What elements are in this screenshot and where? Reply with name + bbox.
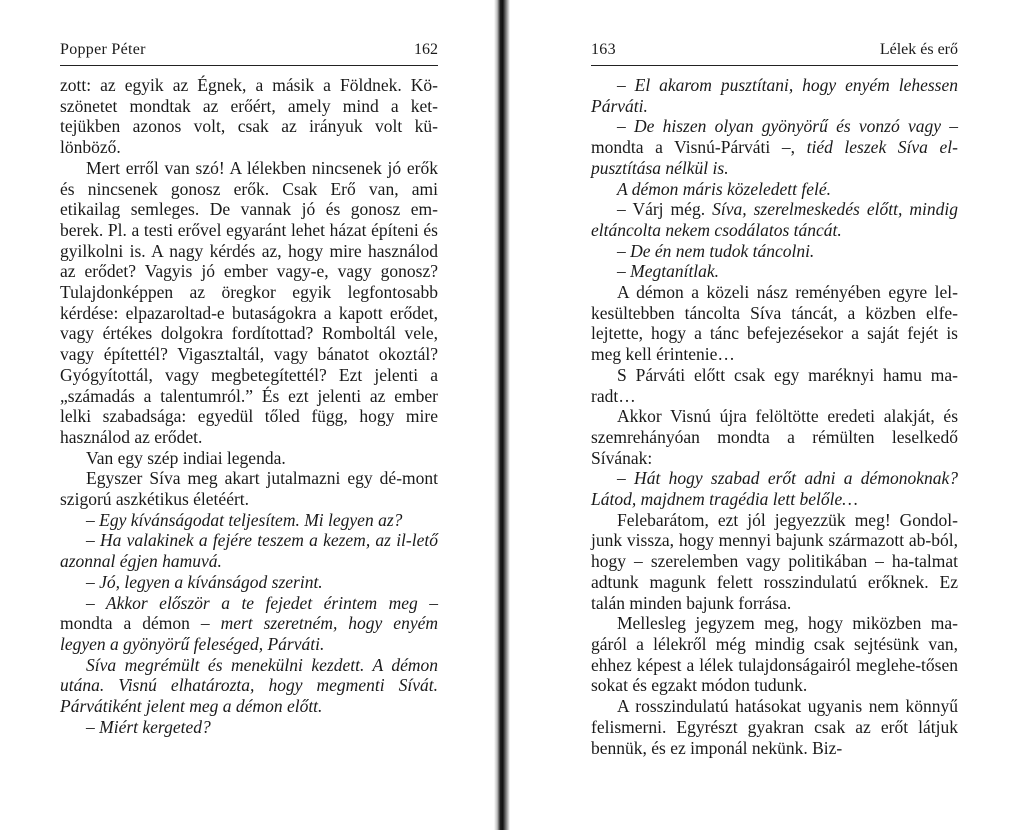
book-gutter <box>494 0 510 830</box>
paragraph: Van egy szép indiai legenda. <box>86 447 286 468</box>
dialogue-speech: – Akkor először a te fejedet érintem meg <box>86 592 418 613</box>
left-running-header <box>60 40 438 66</box>
dialogue-line: – Miért kergeted? <box>86 716 211 737</box>
dialogue-line: – Megtanítlak. <box>617 261 720 282</box>
dialogue-speech: mert szeretném, hogy enyém legyen a gyönyörű feleséged, Párváti. <box>60 613 438 654</box>
author-name: Popper Péter <box>60 41 146 58</box>
dialogue-line <box>591 116 958 178</box>
right-page-number: 163 <box>591 41 616 58</box>
dialogue-line: – Egy kívánságodat teljesítem. Mi legyen az? <box>86 509 403 530</box>
dialogue-speech: – De hiszen olyan gyönyörű és vonzó vagy <box>617 116 942 137</box>
paragraph: A rosszindulatú hatásokat ugyanis nem könnyű felismerni. Egyrészt gyakran csak az erőt látjuk bennük, és ez imponál nekünk. Biz- <box>591 696 958 758</box>
left-page <box>60 0 438 830</box>
paragraph: Mert erről van szó! A lélekben nincsenek jó erők és nincsenek gonosz erők. Csak Erő van, ami etikailag semleges. De vannak jó és gonosz em-berek. Pl. a testi erővel egyaránt lehet házat építeni és gyilkolni is. A nagy kérdés az, hogy mire használod az erődet? Vagyis jó ember vagy-e, vagy gonosz? Tulajdonképpen az öregkor egyik legfontosabb kérdése: elpazaroltad-e butaságokra a kapott erődet, vagy értékes dolgokra fordítottad? Romboltál vele, vagy építettél? Vigasztaltál, vagy bánatot okoztál? Gyógyítottál, vagy megbetegítettél? Ezt jelenti a „számadás a talentumról.” És ezt jelenti az ember lelki szabadsága: egyedül tőled függ, hogy mire használod az erődet. <box>60 157 438 447</box>
paragraph: A démon a közeli nász reményében egyre lel-kesültebben táncolta Síva táncát, a közben elfe-lejtette, hogy a tánc befejezésekor a saját fejét is meg kell érintenie… <box>591 282 958 365</box>
paragraph: Mellesleg jegyzem meg, hogy miközben ma-gáról a lélekről még mindig csak sejtésünk van, ehhez képest a lélek tulajdonságairól meglehe-tősen sokat és egzakt módon tudunk. <box>591 613 958 696</box>
left-body-text <box>60 75 438 738</box>
dialogue-line: – Hát hogy szabad erőt adni a démonoknak? Látod, majdnem tragédia lett belőle… <box>591 468 958 510</box>
paragraph: Egyszer Síva meg akart jutalmazni egy dé-mont szigorú aszkétikus életéért. <box>60 468 438 510</box>
paragraph: A démon máris közeledett felé. <box>617 178 831 199</box>
dialogue-speech: – Várj még. <box>617 199 706 220</box>
paragraph: Síva megrémült és menekülni kezdett. A démon utána. Visnú elhatározta, hogy megmenti Sívát. Párvátiként jelent meg a démon előtt. <box>60 654 438 717</box>
left-page-number: 162 <box>414 41 438 58</box>
dialogue-line <box>60 593 438 655</box>
dialogue-tag: – mondta a démon – <box>60 592 438 634</box>
paragraph: S Párváti előtt csak egy maréknyi hamu ma-radt… <box>591 364 958 406</box>
right-body-text <box>591 75 958 758</box>
chapter-title: Lélek és erő <box>879 41 958 58</box>
dialogue-line: – Ha valakinek a fejére teszem a kezem, az il-lető azonnal égjen hamuvá. <box>60 530 438 572</box>
dialogue-speech: tiéd leszek Síva el-pusztítása nélkül is. <box>591 137 958 178</box>
dialogue-speech: Síva, szerelmeskedés előtt, mindig eltáncolta nekem csodálatos táncát. <box>591 199 958 240</box>
paragraph: zott: az egyik az Égnek, a másik a Földnek. Kö-szönetet mondtak az erőért, amely mind a ket-tejükben azonos volt, csak az irányuk volt kü-lönböző. <box>60 75 438 158</box>
dialogue-line <box>591 199 958 240</box>
dialogue-line: – El akarom pusztítani, hogy enyém lehessen Párváti. <box>591 75 958 116</box>
dialogue-tag: – mondta a Visnú-Párváti –, <box>591 116 959 158</box>
paragraph: Akkor Visnú újra felöltötte eredeti alakját, és szemrehányóan mondta a rémülten leselkedő Sívának: <box>591 406 958 468</box>
dialogue-line: – Jó, legyen a kívánságod szerint. <box>86 571 323 592</box>
paragraph: Felebarátom, ezt jól jegyezzük meg! Gondol-junk vissza, hogy mennyi bajunk származott ab-ból, hogy – szerelemben vagy politikában – ha-talmat adtunk magunk felett rosszindulatú erőknek. Ez talán minden bajunk forrása. <box>591 509 958 613</box>
right-page <box>591 0 958 830</box>
dialogue-line: – De én nem tudok táncolni. <box>617 240 815 261</box>
right-running-header <box>591 40 958 66</box>
